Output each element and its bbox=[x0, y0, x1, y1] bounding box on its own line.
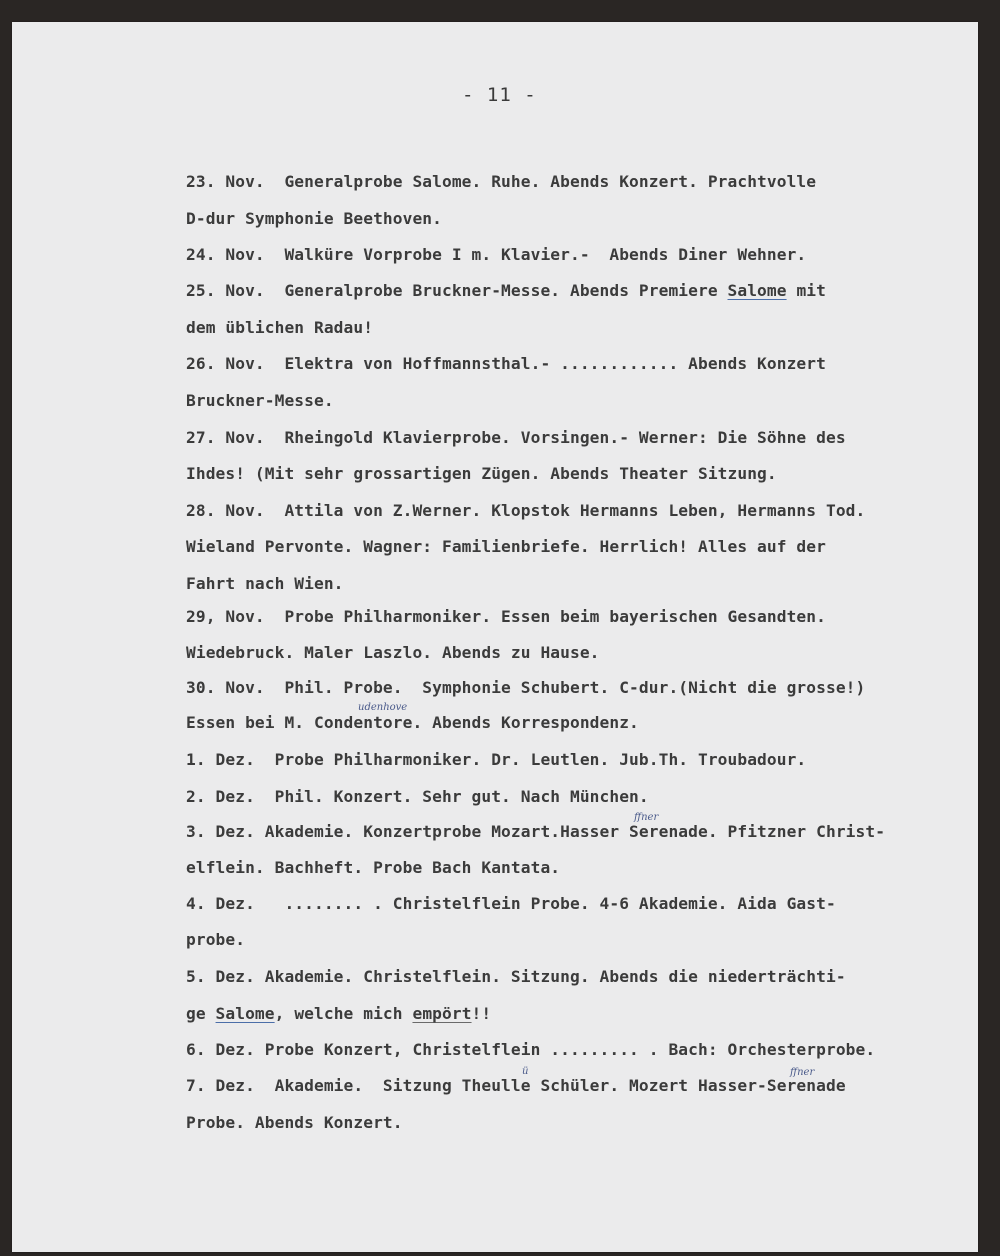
text-line: 27. Nov. Rheingold Klavierprobe. Vorsingen.- Werner: Die Söhne des bbox=[186, 428, 846, 447]
text-line: 2. Dez. Phil. Konzert. Sehr gut. Nach München. bbox=[186, 787, 649, 806]
text-line: Essen bei M. Condentore. Abends Korrespondenz. bbox=[186, 713, 639, 732]
text-line: 26. Nov. Elektra von Hoffmannsthal.- ............ Abends Konzert bbox=[186, 354, 826, 373]
page-number: - 11 - bbox=[462, 84, 537, 106]
text-segment: ge bbox=[186, 1004, 216, 1023]
text-line: 7. Dez. Akademie. Sitzung Theulle Schüler. Mozert Hasser-Serenade bbox=[186, 1076, 846, 1095]
text-line: 30. Nov. Phil. Probe. Symphonie Schubert. C-dur.(Nicht die grosse!) bbox=[186, 678, 866, 697]
text-line: D-dur Symphonie Beethoven. bbox=[186, 209, 442, 228]
handwritten-annotation: ffner bbox=[634, 812, 659, 823]
text-line: 3. Dez. Akademie. Konzertprobe Mozart.Hasser Serenade. Pfitzner Christ- bbox=[186, 822, 886, 841]
text-line: 6. Dez. Probe Konzert, Christelflein ......... . Bach: Orchesterprobe. bbox=[186, 1040, 876, 1059]
text-line: Probe. Abends Konzert. bbox=[186, 1113, 403, 1132]
text-segment: mit bbox=[786, 281, 826, 300]
text-line: elflein. Bachheft. Probe Bach Kantata. bbox=[186, 858, 561, 877]
text-line: Wieland Pervonte. Wagner: Familienbriefe. Herrlich! Alles auf der bbox=[186, 537, 826, 556]
text-segment: !! bbox=[471, 1004, 492, 1023]
text-line: 28. Nov. Attila von Z.Werner. Klopstok Hermanns Leben, Hermanns Tod. bbox=[186, 501, 866, 520]
underlined-salome: Salome bbox=[727, 281, 787, 300]
text-line: 23. Nov. Generalprobe Salome. Ruhe. Abends Konzert. Prachtvolle bbox=[186, 172, 817, 191]
handwritten-annotation: ü bbox=[522, 1066, 529, 1077]
underlined-empoert: empört bbox=[412, 1004, 472, 1023]
text-line: 29, Nov. Probe Philharmoniker. Essen beim bayerischen Gesandten. bbox=[186, 607, 826, 626]
text-line: probe. bbox=[186, 930, 246, 949]
text-line: 4. Dez. ........ . Christelflein Probe. 4-6 Akademie. Aida Gast- bbox=[186, 894, 836, 913]
text-line: 5. Dez. Akademie. Christelflein. Sitzung. Abends die niederträchti- bbox=[186, 967, 846, 986]
underlined-salome: Salome bbox=[215, 1004, 275, 1023]
text-line bbox=[186, 1004, 491, 1023]
text-line: Ihdes! (Mit sehr grossartigen Zügen. Abends Theater Sitzung. bbox=[186, 464, 777, 483]
text-line: Fahrt nach Wien. bbox=[186, 574, 344, 593]
text-line: 24. Nov. Walküre Vorprobe I m. Klavier.- Abends Diner Wehner. bbox=[186, 245, 807, 264]
text-line: Wiedebruck. Maler Laszlo. Abends zu Hause. bbox=[186, 643, 600, 662]
document-page bbox=[12, 22, 978, 1252]
text-segment: 25. Nov. Generalprobe Bruckner-Messe. Abends Premiere bbox=[186, 281, 728, 300]
text-line bbox=[186, 281, 826, 300]
text-segment: , welche mich bbox=[274, 1004, 413, 1023]
handwritten-annotation: udenhove bbox=[358, 702, 408, 713]
text-line: dem üblichen Radau! bbox=[186, 318, 374, 337]
text-line: 1. Dez. Probe Philharmoniker. Dr. Leutlen. Jub.Th. Troubadour. bbox=[186, 750, 807, 769]
handwritten-annotation: ffner bbox=[790, 1067, 815, 1078]
text-line: Bruckner-Messe. bbox=[186, 391, 334, 410]
